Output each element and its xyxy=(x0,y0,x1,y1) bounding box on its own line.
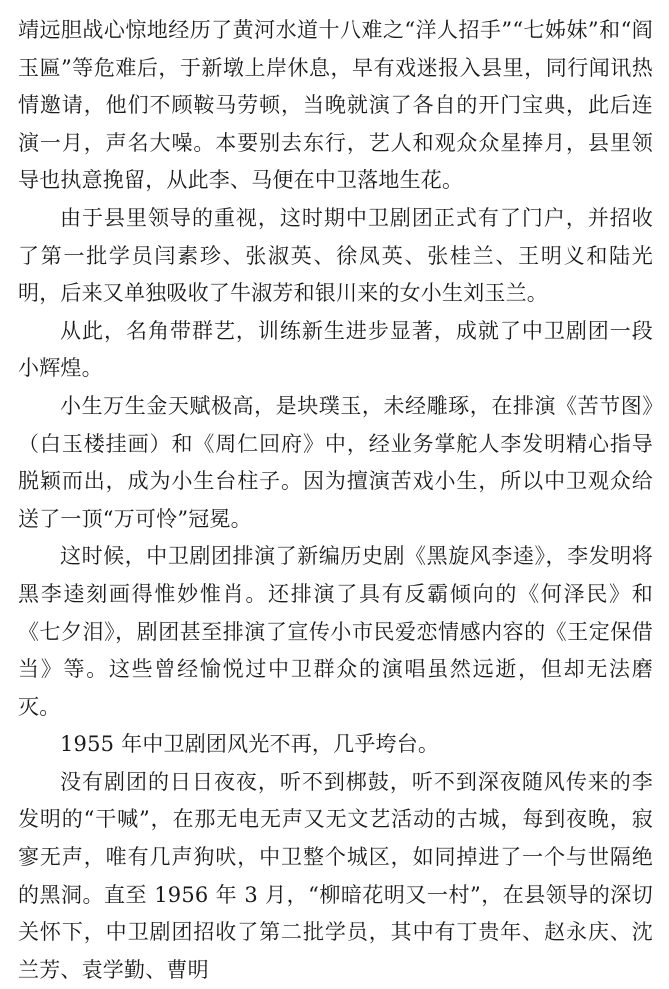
paragraph-4: 小生万生金天赋极高，是块璞玉，未经雕琢，在排演《苦节图》（白玉楼挂画）和《周仁回府》中，经业务掌舵人李发明精心指导脱颖而出，成为小生台柱子。因为擅演苦戏小生，所以中卫观众给送了一顶“万可怜”冠冕。 xyxy=(18,393,653,531)
paragraph-5: 这时候，中卫剧团排演了新编历史剧《黑旋风李逵》，李发明将黑李逵刻画得惟妙惟肖。还排演了具有反霸倾向的《何泽民》和《七夕泪》，剧团甚至排演了宣传小市民爱恋情感内容的《王定保借当》等。这些曾经愉悦过中卫群众的演唱虽然远逝，但却无法磨灭。 xyxy=(18,544,653,719)
paragraph-3: 从此，名角带群艺，训练新生进步显著，成就了中卫剧团一段小辉煌。 xyxy=(18,318,653,381)
paragraph-1: 靖远胆战心惊地经历了黄河水道十八难之“洋人招手”“七姊妹”和“阎玉匾”等危难后，于新墩上岸休息，早有戏迷报入县里，同行闻讯热情邀请，他们不顾鞍马劳顿，当晚就演了各自的开门宝典，此后连演一月，声名大噪。本要别去东行，艺人和观众众星捧月，县里领导也执意挽留，从此李、马便在中卫落地生花。 xyxy=(18,18,653,193)
paragraph-7: 没有剧团的日日夜夜，听不到梆鼓，听不到深夜随风传来的李发明的“干喊”，在那无电无声又无文艺活动的古城，每到夜晚，寂寥无声，唯有几声狗吠，中卫整个城区，如同掉进了一个与世隔绝的黑洞。直至 1956 年 3 月，“柳暗花明又一村”，在县领导的深切关怀下，中卫剧团招收了第二批学员，其中有丁贵年、赵永庆、沈兰芳、袁学勤、曹明 xyxy=(18,769,653,982)
paragraph-6: 1955 年中卫剧团风光不再，几乎垮台。 xyxy=(60,732,440,757)
paragraph-2: 由于县里领导的重视，这时期中卫剧团正式有了门户，并招收了第一批学员闫素珍、张淑英、徐凤英、张桂兰、王明义和陆光明，后来又单独吸收了牛淑芳和银川来的女小生刘玉兰。 xyxy=(18,205,653,306)
